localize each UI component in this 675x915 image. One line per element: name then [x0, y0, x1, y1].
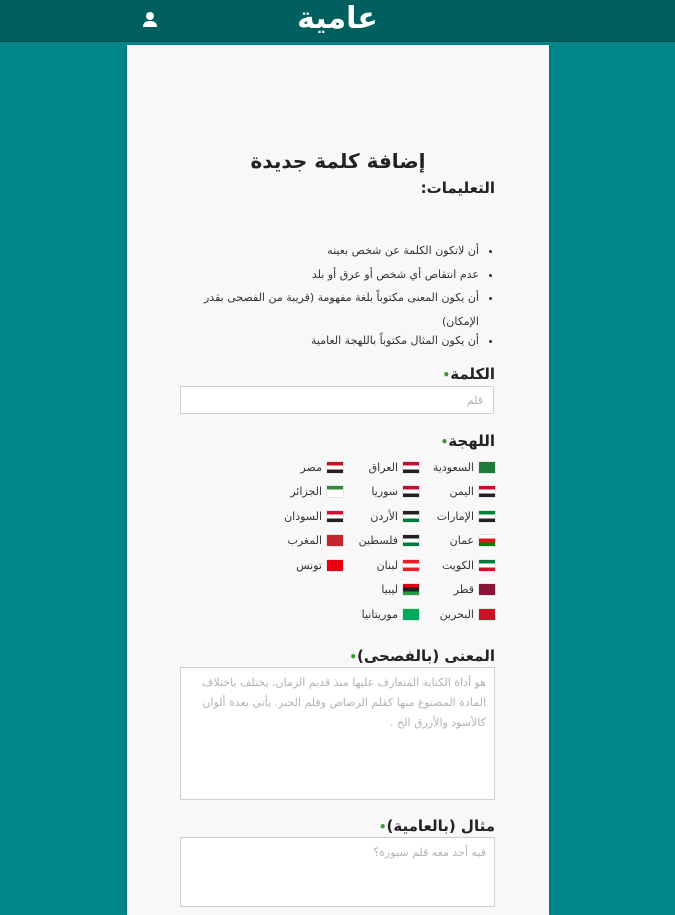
instruction-item: • أن يكون المثال مكتوباً باللهجة العامية: [179, 334, 479, 347]
flag-icon: [479, 511, 495, 522]
dialect-options: [265, 459, 495, 622]
flag-icon: [403, 609, 419, 620]
add-word-card: [127, 45, 549, 915]
dialect-option[interactable]: [419, 557, 495, 573]
dialect-option-label: لبنان: [376, 558, 398, 572]
flag-icon: [479, 560, 495, 571]
word-label-text: الكلمة: [450, 365, 495, 383]
dialect-label: [441, 432, 495, 450]
dialect-option-label: الإمارات: [436, 509, 474, 523]
dialect-option-label: العراق: [368, 460, 398, 474]
dialect-option[interactable]: [419, 484, 495, 500]
dialect-option-label: موريتانيا: [361, 607, 398, 621]
flag-icon: [479, 535, 495, 546]
dialect-option[interactable]: [343, 459, 419, 475]
example-label-text: مثال (بالعامية): [386, 817, 495, 835]
required-mark: •: [378, 820, 387, 834]
instruction-item: • أن لاتكون الكلمة عن شخص بعينه: [179, 244, 479, 257]
dialect-option-label: مصر: [300, 460, 322, 474]
instructions-list: [179, 244, 495, 358]
dialect-option[interactable]: [267, 533, 343, 549]
dialect-option-label: اليمن: [449, 485, 474, 498]
instructions-heading: التعليمات:: [420, 179, 495, 197]
dialect-option-label: تونس: [296, 558, 322, 572]
dialect-option[interactable]: [267, 459, 343, 475]
flag-icon: [479, 486, 495, 497]
dialect-option-label: ليبيا: [381, 583, 398, 596]
flag-icon: [327, 511, 343, 522]
dialect-option[interactable]: [267, 484, 343, 500]
flag-icon: [403, 486, 419, 497]
dialect-option-label: البحرين: [439, 607, 474, 621]
flag-icon: [327, 560, 343, 571]
meaning-label: [349, 647, 495, 665]
instruction-item: • أن يكون المعنى مكتوباً بلغة مفهومة (قريبة من الفصحى بقدر الإمكان): [179, 286, 479, 334]
page-title: إضافة كلمة جديدة: [250, 149, 426, 173]
flag-icon: [327, 486, 343, 497]
dialect-option-label: قطر: [453, 583, 474, 596]
dialect-option[interactable]: [343, 582, 419, 598]
dialect-option[interactable]: [343, 484, 419, 500]
app-logo[interactable]: عامية: [297, 1, 378, 36]
flag-icon: [327, 462, 343, 473]
dialect-option[interactable]: [343, 606, 419, 622]
flag-icon: [479, 462, 495, 473]
flag-icon: [479, 584, 495, 595]
dialect-label-text: اللهجة: [448, 432, 495, 450]
top-bar: [0, 0, 675, 42]
dialect-option[interactable]: [419, 533, 495, 549]
word-input[interactable]: [180, 386, 494, 414]
required-mark: •: [440, 435, 449, 449]
required-mark: •: [349, 650, 357, 664]
meaning-label-text: المعنى (بالفصحى): [357, 647, 495, 665]
flag-icon: [403, 535, 419, 546]
dialect-option[interactable]: [343, 533, 419, 549]
dialect-option[interactable]: [343, 557, 419, 573]
dialect-option[interactable]: [343, 508, 419, 524]
example-label: [379, 817, 495, 835]
dialect-option-label: الجزائر: [290, 485, 322, 498]
dialect-option-label: السعودية: [432, 460, 474, 474]
word-label: [443, 365, 495, 383]
flag-icon: [327, 535, 343, 546]
meaning-textarea[interactable]: [180, 667, 495, 800]
dialect-empty-cell: [267, 582, 343, 598]
dialect-option-label: الأردن: [370, 509, 398, 523]
dialect-option-label: عمان: [449, 534, 474, 547]
instruction-item: • عدم انتقاص أي شخص أو عرق أو بلد: [179, 268, 479, 281]
required-mark: •: [442, 368, 451, 382]
dialect-option-label: المغرب: [287, 534, 322, 547]
flag-icon: [479, 609, 495, 620]
dialect-option[interactable]: [419, 459, 495, 475]
dialect-option-label: السودان: [284, 509, 322, 523]
dialect-option[interactable]: [419, 508, 495, 524]
flag-icon: [403, 462, 419, 473]
dialect-option-label: سوريا: [371, 485, 398, 498]
example-textarea[interactable]: [180, 837, 495, 907]
dialect-option-label: الكويت: [441, 558, 474, 572]
flag-icon: [403, 584, 419, 595]
dialect-option[interactable]: [419, 606, 495, 622]
flag-icon: [403, 511, 419, 522]
dialect-option[interactable]: [419, 582, 495, 598]
dialect-empty-cell: [267, 606, 343, 622]
dialect-option[interactable]: [267, 557, 343, 573]
dialect-option-label: فلسطين: [358, 534, 398, 547]
flag-icon: [403, 560, 419, 571]
dialect-option[interactable]: [267, 508, 343, 524]
